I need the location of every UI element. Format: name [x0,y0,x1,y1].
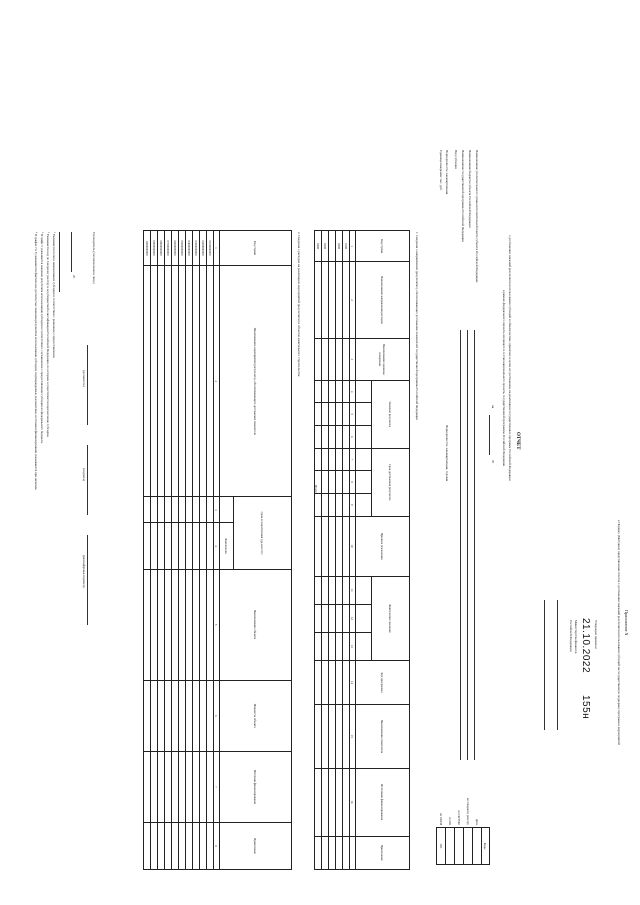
s1-col-header: Источники финансирования [356,768,410,836]
table-row: 0100000000 [207,231,214,870]
s2-col-number: 6 [214,680,220,751]
s1-col-number: 1 [350,231,356,262]
appendix-label: Приложение N [624,610,629,636]
s2-col-header: Наименование объекта [220,569,292,680]
appendix-text: к Порядку (Методике) представления отчетов о достижении значений результатов использования субсидий на государственную поддержку программ и мероприятий [617,520,621,745]
signature-position: (должность) [82,370,86,387]
signature-line [87,535,88,625]
order-suffix: 155н [580,695,591,720]
table-row: 0200000000 [200,231,207,870]
s1-col-number: 12 [350,604,356,632]
field-line [460,330,461,760]
date-year: 20 [491,460,495,464]
s1-col-header: Код программы [356,660,410,704]
field-label: Единица измерения: тыс. руб. [439,150,443,191]
s1-col-number: 16 [350,768,356,836]
section1-title: 1. Сведения о направлениях (результатах), обеспечивающих достижение показателей государственной программы Российской Федерации [415,232,419,420]
codes-row-label: по Сводному реестру [466,797,470,825]
s2-col-header: Наименование мероприятия (результата), обеспечивающего достижение показателя [220,266,292,497]
section2-table: Код строки Наименование мероприятия (результата), обеспечивающего достижение показателя Срок осуществления (дд.мм.гггг) Наименование объекта Мощность объекта Источник финансирования Примечание Фактически 1 2 3 4 5 6 7 8 0100000000 0200000000 0300000000 0400000000 0500000000 0600000000 0700000000 0800000000 0900000000 1000000000 [143,230,292,870]
s1-col-header: Код строки [356,231,410,262]
header-underline [557,600,558,730]
s1-col-number: 2 [350,262,356,339]
section2-title: 2. Сведения о расходах на реализацию мероприятий (результатов) и объектах капитального строительства [297,232,301,377]
signature-date: 20 [72,275,76,279]
table-row: 0100 [343,231,350,870]
s1-col-number: 10 [350,516,356,576]
s2-col-header: Код строки [220,231,292,266]
report-subtitle-1: о достижении значений результатов использования субсидий и обязательствах, принятых в целях их достижения, на реализацию государственных программ Российской Федерации [508,235,512,481]
codes-header: Коды [482,828,490,865]
s2-col-header: Примечание [220,822,292,869]
s2-col-header: Мощность объекта [220,680,292,751]
signature-name: (расшифровка подписи) [82,555,86,588]
period-label: Периодичность: ежеквартальная, годовая [445,425,449,482]
footnote: ⁴ В графах 7 и 8 указываются фактически достигнутые значения результатов использования субсидии, подтвержденные документами, источники финансирования указываются при наличии. [34,232,38,491]
table-row: 0700000000 [165,231,172,870]
s1-col-number: 6 [350,426,356,449]
s1-col-header: Наименование показателя [356,705,410,769]
signature-sign: (подпись) [82,468,86,482]
section1-table [314,230,410,870]
s2-col-number: 3 [214,497,220,523]
table-row: 0200 [336,231,343,870]
s2-col-header: Срок осуществления (дд.мм.гггг) [234,497,292,569]
table-row: 0300 [322,231,329,870]
field-label: Вид субсидии [454,150,458,169]
table-row: 0600000000 [172,231,179,870]
s2-col-number: 4 [214,523,220,569]
s1-col-number: 5 [350,403,356,426]
s1-col-header: Фактическое значение [372,576,410,660]
table-row: 0400 [315,231,322,870]
field-label: Наименование государственной программы Российской Федерации [461,150,465,242]
field-label: Наименование бюджета субъекта Российской Федерации [468,150,472,228]
s1-col-header: Значение результата [372,380,410,448]
field-label: Периодичность: ежеквартальная [445,150,449,195]
total-label: Всего [314,485,318,493]
s2-col-number: 5 [214,569,220,680]
field-label: Наименование уполномоченного органа исполнительной власти субъекта Российской Федерации [475,150,479,283]
report-title: ОТЧЕТ [515,432,520,450]
codes-row-label: по БК [448,817,452,825]
date-label: на [491,405,495,409]
table-row: 1000000000 [144,231,151,870]
signature-line [87,445,88,515]
codes-row-label: по ОКЕИ [439,812,443,825]
s2-col-header: Источник финансирования [220,751,292,822]
header-underline [544,600,545,730]
s1-col-number: 9 [350,493,356,516]
s1-col-header: Наименование единицы измерения [356,338,410,380]
signature-head-label: Руководитель (уполномоченное лицо) [92,232,96,284]
s1-col-number: 13 [350,632,356,660]
footnote: ³ В графе 5 указывается значение результата использования субсидии в соответствии с соглашением о предоставлении субсидии из федерального бюджета. [40,232,44,444]
approved-label: Утвержден приказом [594,620,598,649]
s1-col-number: 11 [350,576,356,604]
s1-col-number: 8 [350,471,356,494]
table-row: 0800000000 [158,231,165,870]
s1-col-number: 3 [350,338,356,380]
date-line [489,415,490,455]
field-line [467,330,468,760]
codes-row-label: по ОКТМО [457,810,461,825]
s2-col-number: 2 [214,266,220,497]
s1-col-header: Примечание [356,836,410,870]
table-row: 0500000000 [179,231,186,870]
table-row: 0300000000 [193,231,200,870]
field-line [474,330,475,760]
codes-row-label: Дата [475,819,479,825]
report-subtitle-2: в рамках федерального проекта, входящего в состав национального проекта, государственной программы Российской Федерации [502,290,506,467]
s1-col-header: Наименование направления расходов [356,262,410,339]
s1-col-header: Срок достижения результата [372,448,410,516]
s1-col-number: 7 [350,448,356,471]
s1-col-number: 4 [350,380,356,403]
codes-table: Коды Дата по Сводному реестру по ОКТМО по БК по ОКЕИ 383 [436,775,490,865]
footnote: ² Указывается код по Сводному реестру и код бюджетной классификации Российской Федерации, по которым осуществляется перечисление субсидии. [46,232,50,438]
footnote-rule [59,232,60,292]
table-row: 0400000000 [186,231,193,870]
table-row [329,231,336,870]
s2-col-number: 8 [214,822,220,869]
footnote: ¹ Указывается полное наименование субсидии в соответствии с решением о предоставлении. [52,232,56,359]
s1-col-number: 15 [350,705,356,769]
s2-col-number: 1 [214,231,220,266]
s2-col-number: 7 [214,751,220,822]
federation-label: Российской Федерации [569,620,573,652]
signature-line [87,345,88,425]
s1-col-header: Причина отклонения [356,516,410,576]
date-line [71,232,72,272]
table-row: 0900000000 [151,231,158,870]
order-number: 21.10.2022 [580,618,591,674]
s1-col-number: 14 [350,660,356,704]
ministry-label: Министерства финансов [574,620,578,654]
